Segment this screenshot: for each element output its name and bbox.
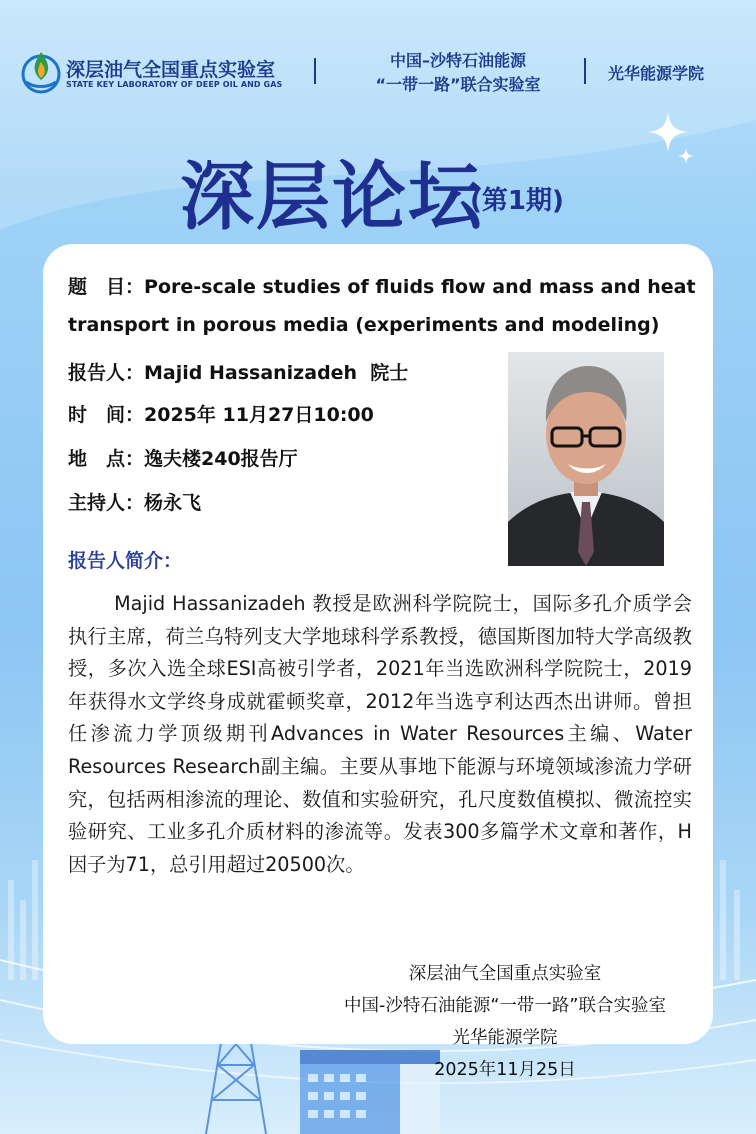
institute-name: 光华能源学院	[608, 64, 705, 83]
bio-paragraph: Majid Hassanizadeh 教授是欧洲科学院院士，国际多孔介质学会执行主席，荷兰乌特列支大学地球科学系教授，德国斯图加特大学高级教授，多次入选全球ESI高被引学者，2021年当选欧洲科学院院士，2019年获得水文学终身成就霍顿奖章，2012年当选亨利达西杰出讲师。曾担任渗流力学顶级期刊Advances in Water Resources主编、Water Resources Research副主编。主要从事地下能源与环境领域渗流力学研究，包括两相渗流的理论、数值和实验研究，孔尺度数值模拟、微流控实验研究、工业多孔介质材料的渗流等。发表300多篇学术文章和著作，H因子为71，总引用超过20500次。	[68, 592, 692, 876]
lab-logo-icon	[20, 48, 62, 94]
joint-lab-name-line2: “一带一路”联合实验室	[375, 75, 541, 94]
header	[0, 0, 756, 110]
time-value: 2025年 11月27日10:00	[144, 404, 374, 426]
topic-label: 题 目：	[68, 276, 145, 298]
header-divider	[584, 58, 586, 84]
topic-text-line1: Pore-scale studies of fluids flow and mass and heat	[144, 276, 696, 298]
footer-org2: 中国-沙特石油能源“一带一路”联合实验室	[344, 996, 666, 1016]
forum-issue: (第1期)	[470, 186, 564, 216]
joint-lab-name-line1: 中国–沙特石油能源	[389, 51, 526, 70]
host-row	[68, 488, 201, 515]
header-divider	[314, 58, 316, 84]
topic-text-line2: transport in porous media (experiments and modeling)	[68, 314, 660, 336]
footer-org3: 光华能源学院	[452, 1028, 558, 1048]
time-row	[68, 400, 374, 427]
host-label: 主持人：	[68, 492, 145, 514]
place-label: 地 点：	[68, 448, 145, 470]
footer-org1: 深层油气全国重点实验室	[408, 964, 602, 984]
speaker-portrait	[508, 352, 664, 566]
lab-name-cn: 深层油气全国重点实验室	[66, 59, 276, 81]
lab-name-en: STATE KEY LABORATORY OF DEEP OIL AND GAS	[66, 80, 283, 89]
footer-signature	[290, 958, 720, 1086]
place-value: 逸夫楼240报告厅	[144, 448, 298, 470]
speaker-bio	[68, 588, 692, 881]
footer-date: 2025年11月25日	[434, 1060, 576, 1080]
time-label: 时 间：	[68, 404, 145, 426]
intro-heading: 报告人简介：	[68, 550, 183, 572]
speaker-row	[68, 358, 408, 385]
speaker-label: 报告人：	[68, 362, 145, 384]
sparkle-icon	[646, 112, 694, 170]
place-row	[68, 444, 298, 471]
topic-row	[68, 272, 696, 299]
host-value: 杨永飞	[144, 492, 202, 514]
forum-title: 深层论坛	[180, 154, 484, 240]
speaker-name: Majid Hassanizadeh 院士	[144, 362, 409, 384]
